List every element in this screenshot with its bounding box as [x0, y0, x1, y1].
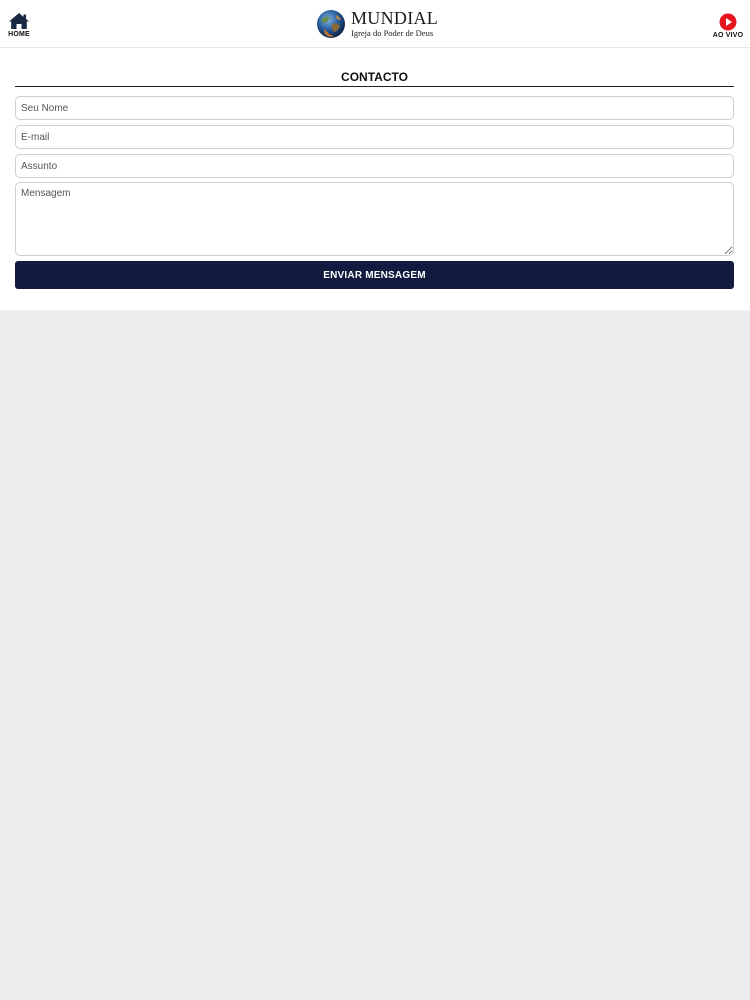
church-logo[interactable] — [316, 8, 439, 40]
send-message-button[interactable]: ENVIAR MENSAGEM — [15, 261, 734, 289]
home-label: HOME — [8, 31, 30, 38]
home-icon — [8, 12, 30, 30]
logo-title: MUNDIAL — [351, 8, 439, 28]
live-button[interactable] — [712, 13, 744, 45]
subject-input[interactable] — [15, 154, 734, 178]
play-circle-icon — [719, 13, 737, 31]
home-button[interactable] — [6, 12, 32, 44]
name-input[interactable] — [15, 96, 734, 120]
contact-section — [0, 48, 750, 310]
app-header — [0, 0, 750, 48]
logo-subtitle: Igreja do Poder de Deus — [351, 28, 434, 38]
section-divider — [15, 86, 734, 87]
section-title: CONTACTO — [341, 70, 408, 84]
live-label: AO VIVO — [712, 32, 744, 39]
globe-icon — [316, 9, 346, 39]
email-input[interactable] — [15, 125, 734, 149]
message-textarea[interactable] — [15, 182, 734, 256]
